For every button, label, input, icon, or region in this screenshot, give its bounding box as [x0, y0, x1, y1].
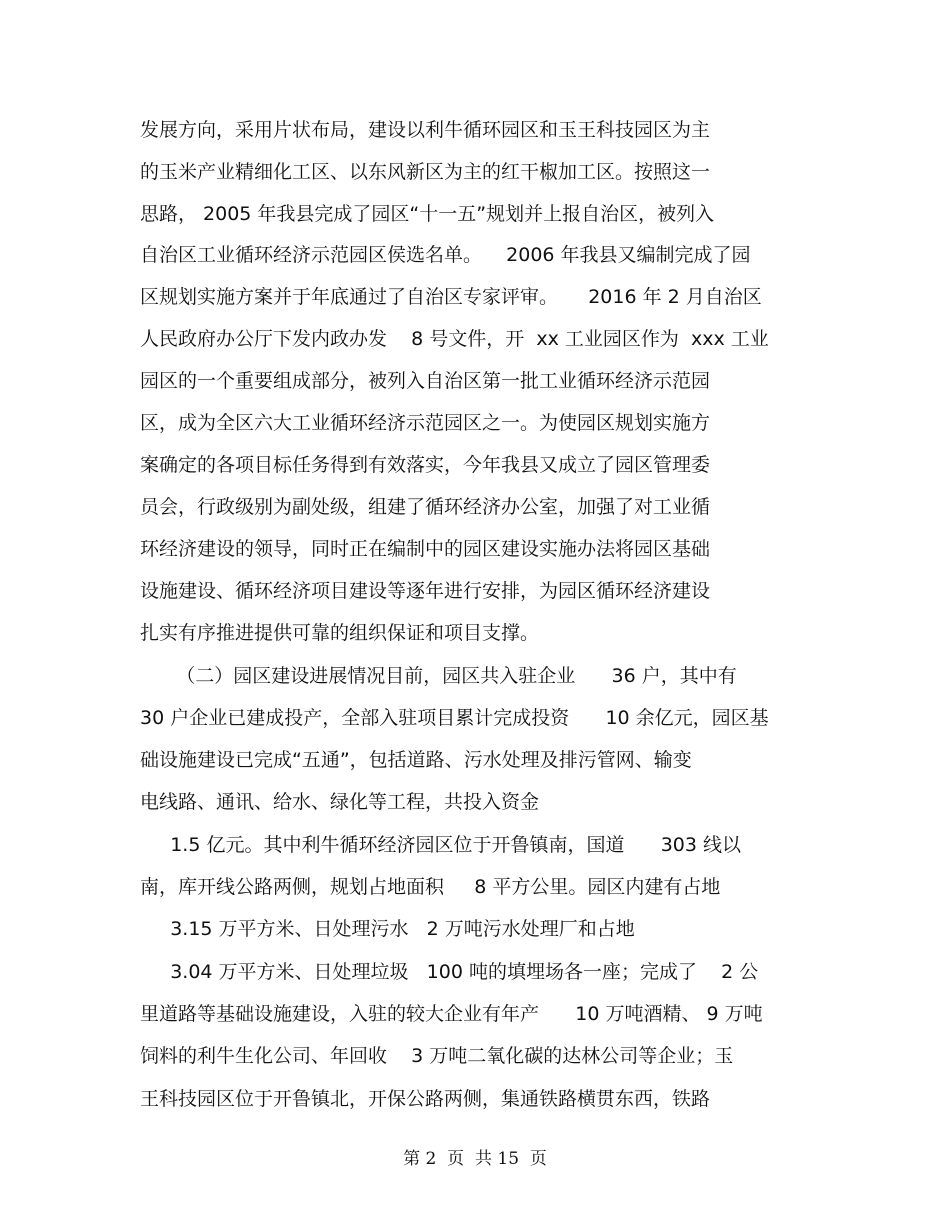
body-line: 发展方向，采用片状布局，建设以利牛循环园区和玉王科技园区为主	[140, 119, 711, 141]
body-line: 王科技园区位于开鲁镇北，开保公路两侧，集通铁路横贯东西，铁路	[140, 1088, 711, 1110]
body-line: 案确定的各项目标任务得到有效落实，今年我县又成立了园区管理委	[140, 454, 711, 476]
body-line: 30 户企业已建成投产，全部入驻项目累计完成投资 10 余亿元，园区基	[140, 707, 769, 729]
body-line: （二）园区建设进展情况目前，园区共入驻企业 36 户，其中有	[140, 665, 737, 687]
body-line: 里道路等基础设施建设，入驻的较大企业有年产 10 万吨酒精、 9 万吨	[140, 1003, 763, 1025]
body-line: 设施建设、循环经济项目建设等逐年进行安排，为园区循环经济建设	[140, 580, 711, 602]
page-number-footer: 第 2 页 共 15 页	[403, 1149, 547, 1169]
body-line: 思路， 2005 年我县完成了园区“十一五”规划并上报自治区，被列入	[140, 203, 715, 225]
body-line: 础设施建设已完成“五通”，包括道路、污水处理及排污管网、输变	[140, 749, 692, 771]
body-line: 饲料的利牛生化公司、年回收 3 万吨二氧化碳的达林公司等企业；玉	[140, 1045, 734, 1067]
body-line: 的玉米产业精细化工区、以东风新区为主的红干椒加工区。按照这一	[140, 161, 711, 183]
body-line: 3.04 万平方米、日处理垃圾 100 吨的填埋场各一座；完成了 2 公	[140, 961, 759, 983]
body-line: 员会，行政级别为副处级，组建了循环经济办公室，加强了对工业循	[140, 496, 711, 518]
body-line: 1.5 亿元。其中利牛循环经济园区位于开鲁镇南，国道 303 线以	[140, 834, 741, 856]
body-line: 3.15 万平方米、日处理污水 2 万吨污水处理厂和占地	[140, 918, 635, 940]
body-line: 南，库开线公路两侧，规划占地面积 8 平方公里。园区内建有占地	[140, 876, 721, 898]
body-line: 园区的一个重要组成部分，被列入自治区第一批工业循环经济示范园	[140, 370, 711, 392]
body-line: 电线路、通讯、给水、绿化等工程，共投入资金	[140, 791, 540, 813]
body-line: 区规划实施方案并于年底通过了自治区专家评审。 2016 年 2 月自治区	[140, 286, 762, 308]
body-line: 环经济建设的领导，同时正在编制中的园区建设实施办法将园区基础	[140, 538, 711, 560]
body-line: 自治区工业循环经济示范园区侯选名单。 2006 年我县又编制完成了园	[140, 244, 751, 266]
body-line: 区，成为全区六大工业循环经济示范园区之一。为使园区规划实施方	[140, 412, 711, 434]
body-line: 人民政府办公厅下发内政办发 8 号文件，开 xx 工业园区作为 xxx 工业	[140, 328, 769, 350]
body-line: 扎实有序推进提供可靠的组织保证和项目支撑。	[140, 622, 540, 644]
